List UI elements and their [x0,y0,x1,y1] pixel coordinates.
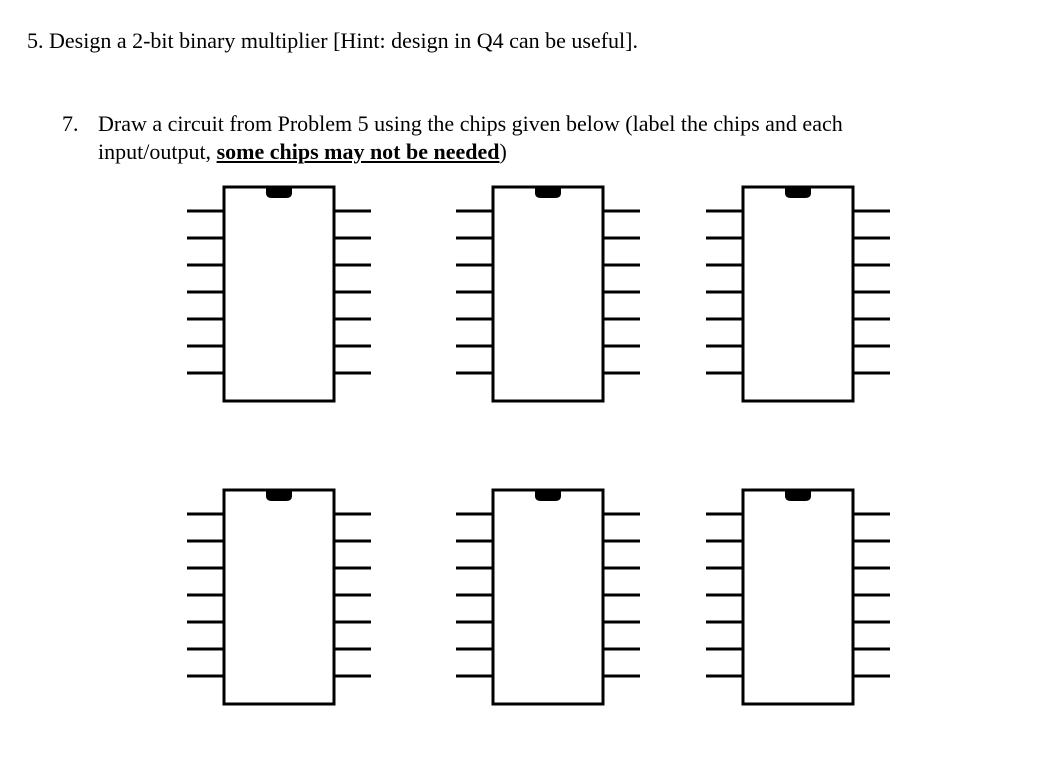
question-7-emphasis: some chips may not be needed [216,139,500,164]
chip-notch [535,490,561,501]
question-7-suffix: ) [499,139,507,164]
chip-5 [456,490,640,704]
question-7-prefix: input/output, [98,139,217,164]
chip-body [493,490,603,704]
question-5-text: Design a 2-bit binary multiplier [Hint: design in Q4 can be useful]. [49,28,638,53]
chip-2 [456,187,640,401]
chip-4 [187,490,371,704]
chip-notch [535,187,561,198]
chip-3 [706,187,890,401]
chip-notch [785,187,811,198]
question-5-number: 5. [27,28,44,53]
chip-body [224,490,334,704]
question-7-number: 7. [62,111,79,136]
chip-notch [266,187,292,198]
chip-notch [785,490,811,501]
question-7-line-1: Draw a circuit from Problem 5 using the chips given below (label the chips and each [98,111,843,136]
chip-body [224,187,334,401]
chip-body [743,187,853,401]
chip-body [493,187,603,401]
chip-6 [706,490,890,704]
chip-body [743,490,853,704]
chip-notch [266,490,292,501]
chip-1 [187,187,371,401]
